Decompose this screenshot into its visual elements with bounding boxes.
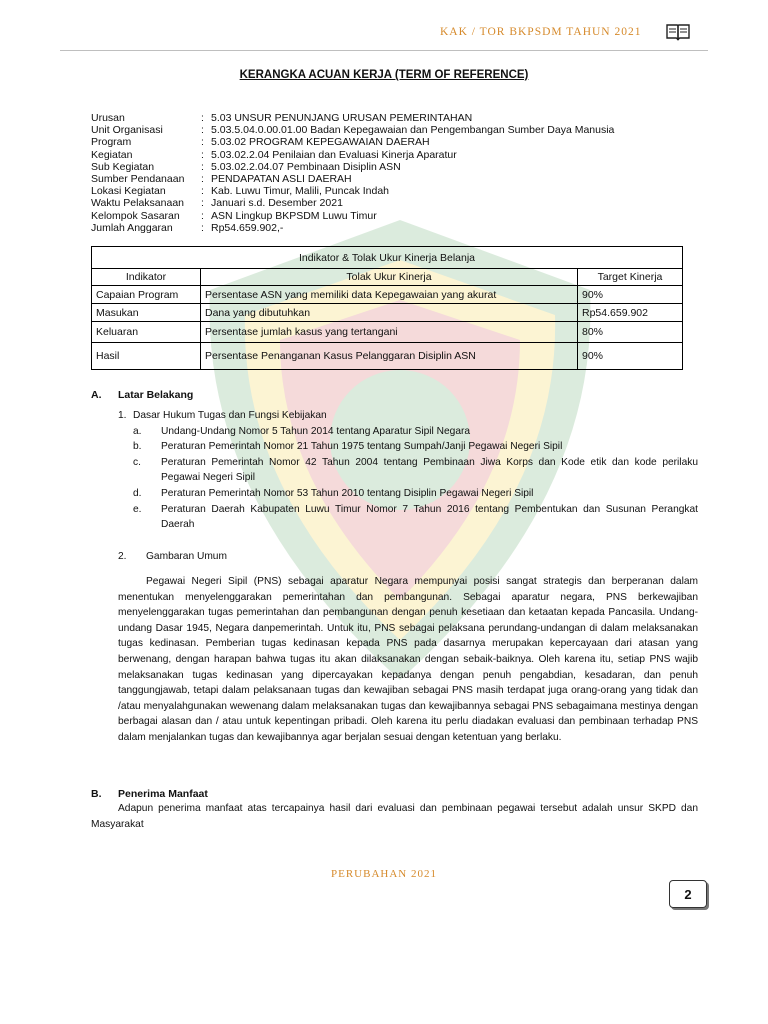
- table-row: [92, 322, 683, 343]
- table-cell: Persentase Penanganan Kasus Pelanggaran Disiplin ASN: [201, 343, 578, 370]
- info-row: Kelompok Sasaran : ASN Lingkup BKPSDM Luwu Timur: [91, 209, 377, 222]
- info-row: Unit Organisasi : 5.03.5.04.0.00.01.00 Badan Kepegawaian dan Pengembangan Sumber Daya Manusia: [91, 124, 615, 137]
- info-row: Jumlah Anggaran : Rp54.659.902,-: [91, 221, 284, 234]
- general-overview-paragraph: Pegawai Negeri Sipil (PNS) sebagai aparatur Negara mempunyai posisi sangat strategis dan berperanan dalam menentukan menyelenggarakan pemerintahan dan pembangunan. Sebagai aparatur negara, PNS berkewajiban menyelenggarakan tugas pemerintahan dan pembangunan dengan penuh kesetiaan dan ketaatan kepada Pancasila. Undang-undang Dasar 1945, Negara danpemerintah. Untuk itu, PNS sebagai pelaksana perundang-undangan di dalam melaksanakan tugas kedinasan. Pemberian tugas kedinasan kepada PNS pada dasarnya merupakan kepercayaan dari atasan yang berwenang, dengan harapan bahwa tugas itu akan dilaksanakan dengan sebaik-baiknya. Oleh karena itu, setiap PNS wajib melaksanakan tugas kedinasan yang dipercayakan kepadanya dengan penuh pengabdian, kesadaran, dan penuh tanggungjawab, tetapi dalam pelaksanaan tugas dan kewajiban sebagai PNS masih terdapat juga orang-orang yang tidak dan /atau menyalahgunakan wewenang dalam melaksanakan tugas dan kewajibannya sebagai PNS sebagaimana mestinya dengan berbagai alasan dan / atau untuk kepentingan pribadi. Oleh karena itu perlu diadakan evaluasi dan pembinaan terhadap PNS dalam menjalankan tugas dan kewajibannya agar berjalan sesuai dengan ketentuan yang berlaku.: [118, 576, 698, 743]
- info-row: Waktu Pelaksanaan : Januari s.d. Desember 2021: [91, 197, 343, 210]
- table-cell: Keluaran: [92, 322, 201, 343]
- table-cell: 90%: [578, 286, 683, 304]
- header-title: KAK / TOR BKPSDM TAHUN 2021: [440, 26, 642, 38]
- table-header-cell: Tolak Ukur Kinerja: [201, 269, 578, 286]
- law-item: d. Peraturan Pemerintah Nomor 53 Tahun 2010 tentang Disiplin Pegawai Negeri Sipil: [133, 487, 534, 499]
- general-overview-heading: 2. Gambaran Umum: [118, 551, 227, 562]
- table-cell: Dana yang dibutuhkan: [201, 304, 578, 322]
- table-cell: Persentase jumlah kasus yang tertangani: [201, 322, 578, 343]
- table-cell: Hasil: [92, 343, 201, 370]
- law-list: [118, 424, 698, 533]
- info-row: Program : 5.03.02 PROGRAM KEPEGAWAIAN DAERAH: [91, 136, 430, 149]
- table-cell: 90%: [578, 343, 683, 370]
- table-header-cell: Indikator: [92, 269, 201, 286]
- page-number: 2: [669, 880, 707, 908]
- table-caption: Indikator & Tolak Ukur Kinerja Belanja: [92, 247, 683, 269]
- law-item: c. Peraturan Pemerintah Nomor 42 Tahun 2004 tentang Pembinaan Jiwa Korps dan Kode etik dan kode perilaku Pegawai Negeri Sipil: [133, 456, 698, 484]
- section-b-heading: B. Penerima Manfaat: [91, 788, 208, 800]
- section-a-heading: A. Latar Belakang: [91, 389, 194, 401]
- open-book-icon: [665, 22, 691, 42]
- beneficiaries-paragraph: Adapun penerima manfaat atas tercapainya hasil dari evaluasi dan pembinaan pegawai tersebut adalah unsur SKPD dan Masyarakat: [91, 803, 698, 830]
- header-divider: [60, 50, 708, 51]
- legal-basis: [118, 408, 698, 533]
- table-header-cell: Target Kinerja: [578, 269, 683, 286]
- table-row: [92, 343, 683, 370]
- list-item: 1. Dasar Hukum Tugas dan Fungsi Kebijakan: [118, 410, 327, 421]
- table-cell: 80%: [578, 322, 683, 343]
- law-item: e. Peraturan Daerah Kabupaten Luwu Timur Nomor 7 Tahun 2016 tentang Pembentukan dan Susunan Perangkat Daerah: [133, 503, 698, 531]
- document-title: KERANGKA ACUAN KERJA (TERM OF REFERENCE): [239, 69, 529, 81]
- info-block: [91, 112, 614, 234]
- info-row: Sub Kegiatan : 5.03.02.2.04.07 Pembinaan Disiplin ASN: [91, 160, 401, 173]
- table-cell: Persentase ASN yang memiliki data Kepegawaian yang akurat: [201, 286, 578, 304]
- table-cell: Rp54.659.902: [578, 304, 683, 322]
- law-item: a. Undang-Undang Nomor 5 Tahun 2014 tentang Aparatur Sipil Negara: [133, 425, 471, 437]
- table-row: [92, 304, 683, 322]
- info-row: Lokasi Kegiatan : Kab. Luwu Timur, Malili, Puncak Indah: [91, 185, 390, 198]
- footer-revision-label: PERUBAHAN 2021: [331, 868, 437, 880]
- info-row: Kegiatan : 5.03.02.2.04 Penilaian dan Evaluasi Kinerja Aparatur: [91, 148, 457, 161]
- table-cell: Capaian Program: [92, 286, 201, 304]
- info-row: Sumber Pendanaan : PENDAPATAN ASLI DAERAH: [91, 173, 352, 186]
- performance-table: [91, 246, 683, 370]
- table-row: [92, 286, 683, 304]
- table-cell: Masukan: [92, 304, 201, 322]
- info-row: Urusan : 5.03 UNSUR PENUNJANG URUSAN PEMERINTAHAN: [91, 112, 473, 124]
- law-item: b. Peraturan Pemerintah Nomor 21 Tahun 1975 tentang Sumpah/Janji Pegawai Negeri Sipil: [133, 441, 563, 453]
